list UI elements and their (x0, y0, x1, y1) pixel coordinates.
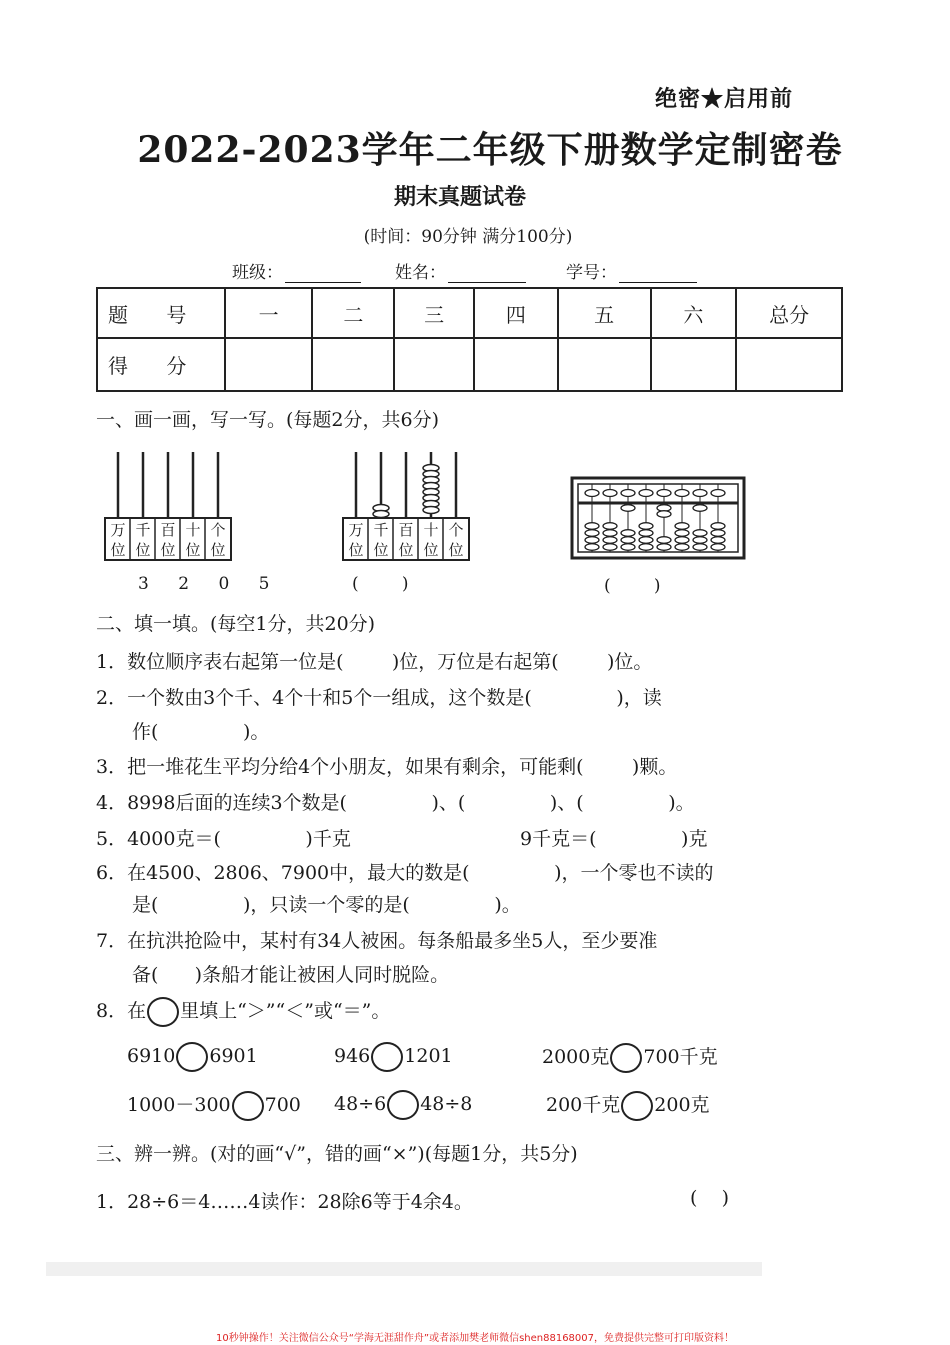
compare-item-2: 946 1201 (334, 1042, 453, 1072)
col-total: 总分 (736, 288, 842, 338)
compare-item-4: 1000－300 700 (127, 1090, 301, 1121)
abacus1-label-qian: 千位 (135, 521, 151, 559)
name-field[interactable] (395, 258, 526, 283)
abacus2-label-bai: 百位 (398, 521, 414, 559)
class-field[interactable] (232, 258, 361, 283)
question-3-1: 1．28÷6＝4……4读作：28除6等于4余4。 (96, 1191, 473, 1213)
question-2-2: 2．一个数由3个千、4个十和5个一组成，这个数是( )，读 (96, 687, 662, 709)
col-6: 六 (651, 288, 737, 338)
id-field[interactable] (566, 258, 697, 283)
name-blank[interactable] (448, 282, 526, 283)
q8-prefix: 8．在 (96, 1000, 147, 1022)
time-info: (时间：90分钟 满分100分) (363, 227, 573, 247)
question-2-8 (96, 996, 390, 1027)
compare-circle[interactable] (621, 1091, 653, 1121)
score-cell[interactable] (736, 338, 842, 391)
col-2: 二 (312, 288, 394, 338)
question-2-2-cont: 作( )。 (132, 721, 270, 743)
col-1: 一 (225, 288, 313, 338)
question-2-3: 3．把一堆花生平均分给4个小朋友，如果有剩余，可能剩( )颗。 (96, 756, 678, 778)
question-3-1-answer[interactable]: ( ) (690, 1187, 729, 1209)
section2-heading: 二、填一填。(每空1分，共20分) (96, 613, 376, 635)
class-label: 班级： (232, 263, 283, 283)
question-2-1: 1．数位顺序表右起第一位是( )位，万位是右起第( )位。 (96, 651, 653, 673)
question-2-4: 4．8998后面的连续3个数是( )、( )、( )。 (96, 792, 695, 814)
compare-item-6: 200千克 200克 (546, 1090, 710, 1121)
id-label: 学号： (566, 263, 617, 283)
question-2-5b: 9千克＝( )克 (520, 828, 708, 850)
section3-heading: 三、辨一辨。(对的画“√”，错的画“×”)(每题1分，共5分) (96, 1143, 578, 1165)
question-2-6-cont: 是( )，只读一个零的是( )。 (132, 894, 521, 916)
abacus1-label-shi: 十位 (185, 521, 201, 559)
compare-circle[interactable] (371, 1042, 403, 1072)
footer-promo: 10秒钟操作！关注微信公众号“学海无涯甜作舟”或者添加樊老师微信shen88168007，免费提供完整可打印版资料！ (215, 1333, 735, 1344)
abacus1-label-ge: 个位 (210, 521, 226, 559)
section1-heading: 一、画一画，写一写。(每题2分，共6分) (96, 409, 440, 431)
score-cell[interactable] (558, 338, 651, 391)
question-2-6: 6．在4500、2806、7900中，最大的数是( )，一个零也不读的 (96, 862, 714, 884)
question-2-7: 7．在抗洪抢险中，某村有34人被困。每条船最多坐5人，至少要准 (96, 930, 658, 952)
compare-circle[interactable] (610, 1043, 642, 1073)
circle-icon (147, 997, 179, 1027)
abacus1-number: 3 2 0 5 (138, 574, 282, 594)
score-cell[interactable] (394, 338, 474, 391)
score-cell[interactable] (312, 338, 394, 391)
score-cell[interactable] (225, 338, 313, 391)
page-fade-strip (46, 1262, 762, 1276)
suanpan-answer[interactable]: ( ) (604, 576, 661, 596)
suanpan-abacus (570, 476, 746, 560)
confidential-mark: 绝密★启用前 (655, 86, 794, 112)
abacus2-label-shi: 十位 (423, 521, 439, 559)
q8-suffix: 里填上“＞”“＜”或“＝”。 (180, 1000, 391, 1022)
id-blank[interactable] (619, 282, 697, 283)
name-label: 姓名： (395, 263, 446, 283)
abacus2-label-wan: 万位 (348, 521, 364, 559)
compare-circle[interactable] (387, 1090, 419, 1120)
score-cell[interactable] (651, 338, 737, 391)
compare-circle[interactable] (176, 1042, 208, 1072)
exam-title: 2022-2023学年二年级下册数学定制密卷 (137, 129, 843, 171)
abacus2-label-ge: 个位 (448, 521, 464, 559)
question-2-7-cont: 备( )条船才能让被困人同时脱险。 (132, 964, 450, 986)
col-5: 五 (558, 288, 651, 338)
compare-item-1: 6910 6901 (127, 1042, 258, 1072)
col-3: 三 (394, 288, 474, 338)
score-table (96, 287, 843, 392)
score-cell[interactable] (474, 338, 558, 391)
class-blank[interactable] (285, 282, 361, 283)
abacus1-label-bai: 百位 (160, 521, 176, 559)
compare-item-3: 2000克 700千克 (542, 1042, 718, 1073)
compare-circle[interactable] (232, 1091, 264, 1121)
question-number-label: 题 号 (97, 288, 225, 338)
abacus2-answer[interactable]: ( ) (352, 574, 409, 594)
score-label: 得 分 (97, 338, 225, 391)
compare-item-5: 48÷6 48÷8 (334, 1090, 472, 1120)
abacus1-label-wan: 万位 (110, 521, 126, 559)
question-2-5a: 5．4000克＝( )千克 (96, 828, 351, 850)
col-4: 四 (474, 288, 558, 338)
abacus2-label-qian: 千位 (373, 521, 389, 559)
exam-subtitle: 期末真题试卷 (393, 184, 526, 210)
